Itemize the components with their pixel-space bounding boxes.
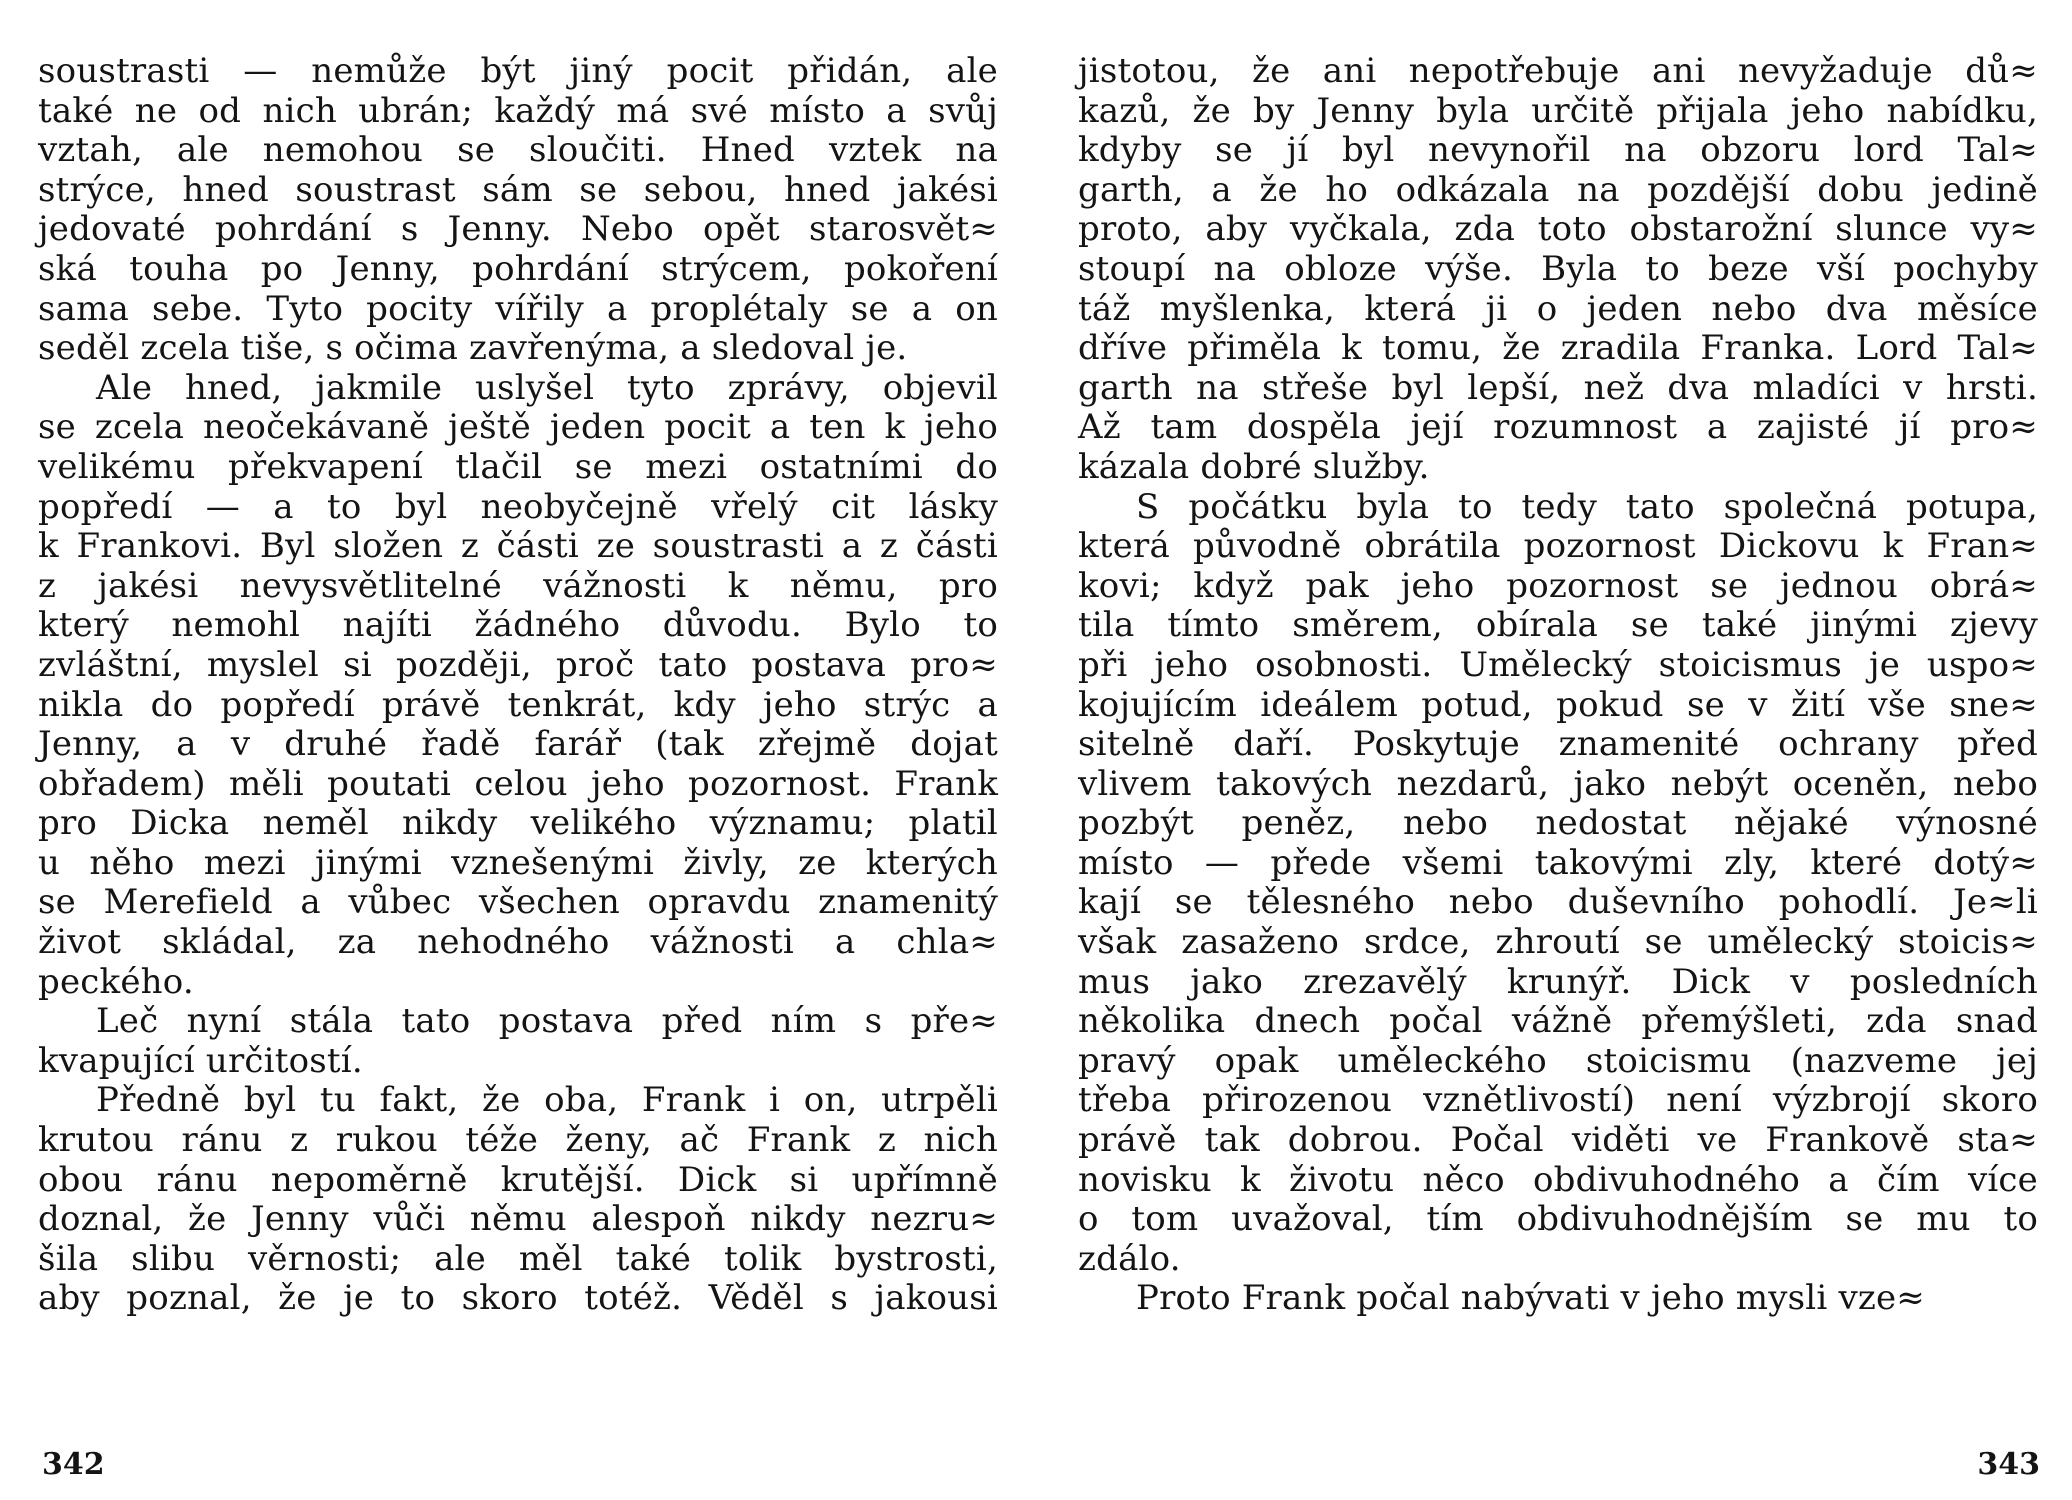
- right-page-number: 343: [1977, 1447, 2040, 1482]
- text-line: soustrasti — nemůže být jiný pocit přidán, ale: [38, 51, 998, 91]
- text-line: Předně byl tu fakt, že oba, Frank i on, utrpěli: [96, 1080, 998, 1121]
- right-page: [1070, 52, 2050, 1482]
- text-line: S počátku byla to tedy tato společná potupa,: [1136, 486, 2038, 527]
- text-line: pro Dicka neměl nikdy velikého významu; platil: [38, 803, 998, 844]
- text-line: proto, aby vyčkala, zda toto obstarožní slunce vy≈: [1078, 209, 2038, 250]
- text-line: popředí — a to byl neobyčejně vřelý cit lásky: [38, 486, 998, 527]
- text-line: pozbýt peněz, nebo nedostat nějaké výnosné: [1078, 803, 2038, 844]
- right-page-text: [1078, 52, 2038, 1319]
- text-line: kají se tělesného nebo duševního pohodlí. Je≈li: [1078, 882, 2038, 923]
- text-line: velikému překvapení tlačil se mezi ostatními do: [38, 446, 998, 487]
- text-line: z jakési nevysvětlitelné vážnosti k němu, pro: [38, 565, 998, 606]
- text-line: kojujícím ideálem potud, pokud se v žití vše sne≈: [1078, 684, 2038, 725]
- text-line: se zcela neočekávaně ještě jeden pocit a ten k jeho: [38, 407, 998, 448]
- text-line: kázala dobré služby.: [1078, 446, 1430, 487]
- text-line: mus jako zrezavělý krunýř. Dick v posledních: [1078, 961, 2038, 1002]
- text-line: Proto Frank počal nabývati v jeho mysli vze≈: [1136, 1278, 1925, 1319]
- text-line: nikla do popředí právě tenkrát, kdy jeho strýc a: [38, 684, 998, 725]
- text-line: vztah, ale nemohou se sloučiti. Hned vztek na: [38, 130, 998, 171]
- text-line: také ne od nich ubrán; každý má své místo a svůj: [38, 90, 998, 131]
- text-line: zdálo.: [1078, 1238, 1181, 1279]
- text-line: se Merefield a vůbec všechen opravdu znamenitý: [38, 882, 998, 923]
- text-line: kazů, že by Jenny byla určitě přijala jeho nabídku,: [1078, 90, 2038, 131]
- text-line: kvapující určitostí.: [38, 1040, 363, 1081]
- text-line: kdyby se jí byl nevynořil na obzoru lord Tal≈: [1078, 130, 2038, 171]
- text-line: šila slibu věrnosti; ale měl také tolik bystrosti,: [38, 1238, 998, 1279]
- text-line: peckého.: [38, 961, 194, 1002]
- text-line: o tom uvažoval, tím obdivuhodnějším se mu to: [1078, 1199, 2038, 1240]
- text-line: aby poznal, že je to skoro totéž. Věděl s jakousi: [38, 1278, 998, 1319]
- text-line: která původně obrátila pozornost Dickovu k Fran≈: [1078, 526, 2038, 567]
- text-line: seděl zcela tiše, s očima zavřenýma, a sledoval je.: [38, 328, 908, 369]
- left-page-text: [38, 52, 998, 1319]
- text-line: dříve přiměla k tomu, že zradila Franka. Lord Tal≈: [1078, 328, 2038, 369]
- text-line: stoupí na obloze výše. Byla to beze vší pochyby: [1078, 248, 2038, 289]
- text-line: Až tam dospěla její rozumnost a zajisté jí pro≈: [1078, 407, 2038, 448]
- text-line: místo — přede všemi takovými zly, které dotý≈: [1078, 842, 2038, 883]
- text-line: novisku k životu něco obdivuhodného a čím více: [1078, 1159, 2038, 1200]
- text-line: sitelně daří. Poskytuje znamenité ochrany před: [1078, 724, 2038, 765]
- text-line: tila tímto směrem, obírala se také jinými zjevy: [1078, 605, 2038, 646]
- text-line: pravý opak uměleckého stoicismu (nazveme jej: [1078, 1040, 2038, 1081]
- text-line: ská touha po Jenny, pohrdání strýcem, pokoření: [38, 248, 998, 289]
- text-line: který nemohl najíti žádného důvodu. Bylo to: [38, 605, 998, 646]
- text-line: jistotou, že ani nepotřebuje ani nevyžaduje dů≈: [1078, 51, 2038, 91]
- text-line: kovi; když pak jeho pozornost se jednou obrá≈: [1078, 565, 2038, 606]
- text-line: Leč nyní stála tato postava před ním s pře≈: [96, 1001, 998, 1042]
- text-line: krutou ránu z rukou téže ženy, ač Frank z nich: [38, 1120, 998, 1161]
- text-line: život skládal, za nehodného vážnosti a chla≈: [38, 922, 998, 963]
- text-line: při jeho osobnosti. Umělecký stoicismus je uspo≈: [1078, 644, 2038, 685]
- left-page-number: 342: [42, 1447, 105, 1482]
- text-line: u něho mezi jinými vznešenými živly, ze kterých: [38, 842, 998, 883]
- text-line: však zasaženo srdce, zhroutí se umělecký stoicis≈: [1078, 922, 2038, 963]
- text-line: obou ránu nepoměrně krutější. Dick si upřímně: [38, 1159, 998, 1200]
- text-line: doznal, že Jenny vůči němu alespoň nikdy nezru≈: [38, 1199, 998, 1240]
- text-line: Ale hned, jakmile uslyšel tyto zprávy, objevil: [96, 367, 998, 408]
- text-line: právě tak dobrou. Počal viděti ve Frankově sta≈: [1078, 1120, 2038, 1161]
- text-line: obřadem) měli poutati celou jeho pozornost. Frank: [38, 763, 998, 804]
- text-line: sama sebe. Tyto pocity vířily a proplétaly se a on: [38, 288, 998, 329]
- text-line: k Frankovi. Byl složen z části ze soustrasti a z části: [38, 526, 998, 567]
- text-line: vlivem takových nezdarů, jako nebýt oceněn, nebo: [1078, 763, 2038, 804]
- text-line: garth, a že ho odkázala na pozdější dobu jedině: [1078, 169, 2038, 210]
- text-line: Jenny, a v druhé řadě farář (tak zřejmě dojat: [38, 724, 998, 765]
- text-line: táž myšlenka, která ji o jeden nebo dva měsíce: [1078, 288, 2038, 329]
- text-line: garth na střeše byl lepší, než dva mladíci v hrsti.: [1078, 367, 2038, 408]
- text-line: zvláštní, myslel si později, proč tato postava pro≈: [38, 644, 998, 685]
- text-line: třeba přirozenou vznětlivostí) není výzbrojí skoro: [1078, 1080, 2038, 1121]
- text-line: jedovaté pohrdání s Jenny. Nebo opět starosvět≈: [38, 209, 998, 250]
- text-line: několika dnech počal vážně přemýšleti, zda snad: [1078, 1001, 2038, 1042]
- text-line: strýce, hned soustrast sám se sebou, hned jakési: [38, 169, 998, 210]
- left-page: [30, 52, 1010, 1482]
